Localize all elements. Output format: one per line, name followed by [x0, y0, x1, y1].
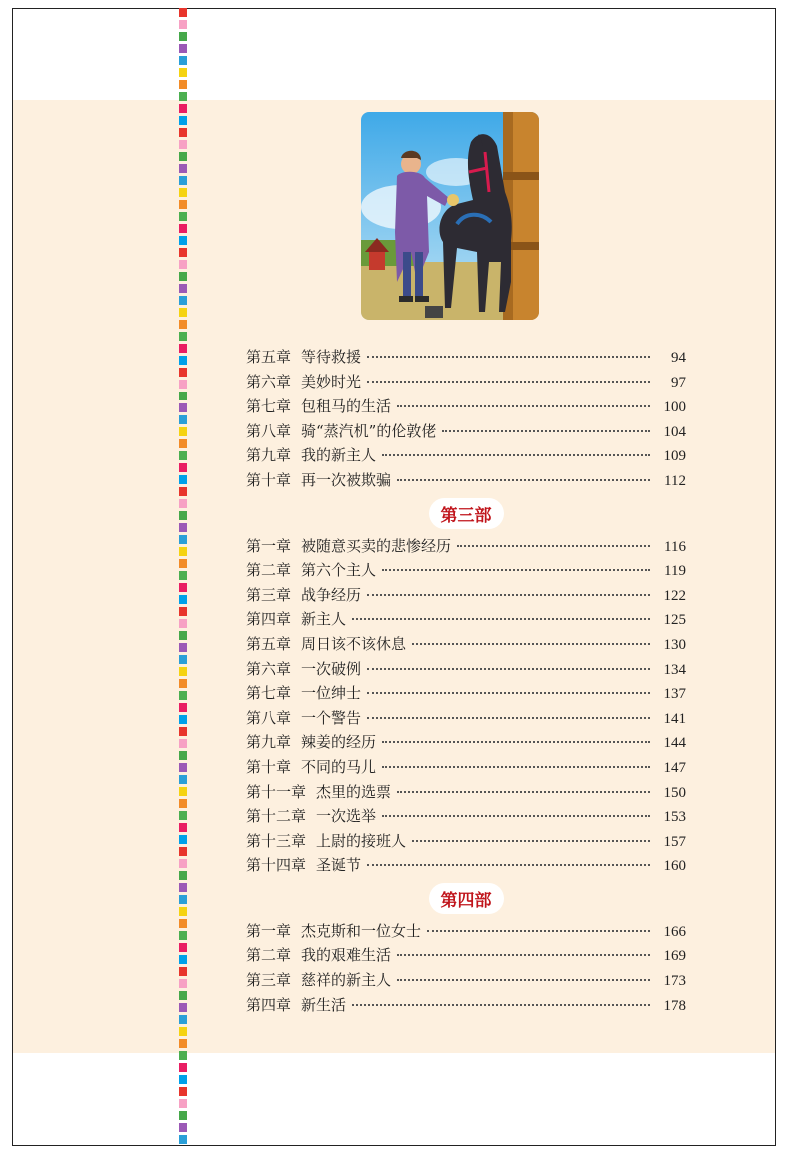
chapter-number: 第七章	[246, 684, 292, 703]
part-heading	[246, 882, 686, 916]
dot-leader	[367, 352, 650, 358]
page-number: 97	[671, 374, 686, 391]
chapter-title: 第六个主人	[301, 561, 377, 580]
chapter-title: 辣姜的经历	[301, 733, 377, 752]
dot-leader	[397, 475, 650, 481]
decorative-color-strip	[179, 8, 187, 1146]
dot-leader	[397, 787, 650, 793]
dot-leader	[412, 639, 650, 645]
ribbon-segment	[179, 691, 187, 700]
ribbon-segment	[179, 907, 187, 916]
dot-leader	[367, 377, 650, 383]
ribbon-segment	[179, 1003, 187, 1012]
ribbon-segment	[179, 284, 187, 293]
ribbon-segment	[179, 152, 187, 161]
ribbon-segment	[179, 1111, 187, 1120]
chapter-title: 战争经历	[301, 585, 362, 604]
ribbon-segment	[179, 883, 187, 892]
dot-leader	[457, 541, 650, 547]
ribbon-segment	[179, 895, 187, 904]
ribbon-segment	[179, 1063, 187, 1072]
chapter-illustration	[361, 112, 539, 320]
chapter-title: 我的艰难生活	[301, 946, 392, 965]
toc-entry[interactable]	[246, 658, 686, 683]
ribbon-segment	[179, 811, 187, 820]
ribbon-segment	[179, 991, 187, 1000]
chapter-number: 第四章	[246, 995, 292, 1014]
ribbon-segment	[179, 104, 187, 113]
chapter-number: 第三章	[246, 585, 292, 604]
dot-leader	[367, 688, 650, 694]
toc-entry[interactable]	[246, 371, 686, 396]
chapter-title: 美妙时光	[301, 372, 362, 391]
ribbon-segment	[179, 8, 187, 17]
ribbon-segment	[179, 655, 187, 664]
ribbon-segment	[179, 320, 187, 329]
toc-entry[interactable]	[246, 633, 686, 658]
chapter-title: 新生活	[301, 995, 347, 1014]
dot-leader	[352, 614, 650, 620]
page-number: 178	[663, 997, 686, 1014]
ribbon-segment	[179, 200, 187, 209]
ribbon-segment	[179, 931, 187, 940]
chapter-number: 第二章	[246, 946, 292, 965]
ribbon-segment	[179, 296, 187, 305]
ribbon-segment	[179, 787, 187, 796]
toc-entry[interactable]	[246, 535, 686, 560]
toc-entry[interactable]	[246, 444, 686, 469]
toc-entry[interactable]	[246, 756, 686, 781]
chapter-number: 第八章	[246, 708, 292, 727]
dot-leader	[382, 811, 650, 817]
ribbon-segment	[179, 403, 187, 412]
toc-entry[interactable]	[246, 920, 686, 945]
toc-entry[interactable]	[246, 682, 686, 707]
chapter-number: 第十章	[246, 757, 292, 776]
page-number: 153	[663, 809, 686, 826]
page-number: 116	[664, 538, 686, 555]
ribbon-segment	[179, 260, 187, 269]
ribbon-segment	[179, 68, 187, 77]
ribbon-segment	[179, 823, 187, 832]
ribbon-segment	[179, 392, 187, 401]
page-number: 109	[663, 448, 686, 465]
ribbon-segment	[179, 1135, 187, 1144]
toc-entry[interactable]	[246, 420, 686, 445]
dot-leader	[442, 426, 650, 432]
ribbon-segment	[179, 1039, 187, 1048]
page-number: 134	[663, 661, 686, 678]
ribbon-segment	[179, 847, 187, 856]
chapter-title: 骑“蒸汽机”的伦敦佬	[301, 421, 437, 440]
dot-leader	[397, 950, 650, 956]
dot-leader	[397, 975, 650, 981]
toc-entry[interactable]	[246, 584, 686, 609]
ribbon-segment	[179, 535, 187, 544]
ribbon-segment	[179, 1015, 187, 1024]
page-number: 144	[663, 735, 686, 752]
ribbon-segment	[179, 835, 187, 844]
ribbon-segment	[179, 619, 187, 628]
chapter-title: 周日该不该休息	[301, 634, 407, 653]
chapter-title: 我的新主人	[301, 446, 377, 465]
ribbon-segment	[179, 224, 187, 233]
dot-leader	[427, 926, 650, 932]
ribbon-segment	[179, 188, 187, 197]
page-number: 100	[663, 399, 686, 416]
chapter-title: 不同的马儿	[301, 757, 377, 776]
chapter-number: 第九章	[246, 733, 292, 752]
chapter-number: 第六章	[246, 372, 292, 391]
ribbon-segment	[179, 308, 187, 317]
ribbon-segment	[179, 332, 187, 341]
ribbon-segment	[179, 272, 187, 281]
chapter-title: 圣诞节	[316, 856, 362, 875]
ribbon-segment	[179, 727, 187, 736]
chapter-title: 一次破例	[301, 659, 362, 678]
page-number: 157	[663, 833, 686, 850]
chapter-number: 第八章	[246, 421, 292, 440]
chapter-number: 第五章	[246, 634, 292, 653]
chapter-title: 一个警告	[301, 708, 362, 727]
ribbon-segment	[179, 475, 187, 484]
dot-leader	[382, 450, 650, 456]
chapter-title: 一次选举	[316, 807, 377, 826]
ribbon-segment	[179, 583, 187, 592]
page-number: 147	[663, 759, 686, 776]
chapter-number: 第七章	[246, 397, 292, 416]
ribbon-segment	[179, 955, 187, 964]
toc-entry[interactable]	[246, 346, 686, 371]
ribbon-segment	[179, 44, 187, 53]
ribbon-segment	[179, 499, 187, 508]
chapter-number: 第十一章	[246, 782, 307, 801]
chapter-number: 第四章	[246, 610, 292, 629]
ribbon-segment	[179, 1075, 187, 1084]
chapter-title: 新主人	[301, 610, 347, 629]
dot-leader	[352, 1000, 650, 1006]
ribbon-segment	[179, 763, 187, 772]
page-number: 173	[663, 973, 686, 990]
ribbon-segment	[179, 799, 187, 808]
ribbon-segment	[179, 703, 187, 712]
page-number: 137	[663, 686, 686, 703]
chapter-number: 第十三章	[246, 831, 307, 850]
ribbon-segment	[179, 1087, 187, 1096]
ribbon-segment	[179, 1027, 187, 1036]
ribbon-segment	[179, 607, 187, 616]
ribbon-segment	[179, 595, 187, 604]
ribbon-segment	[179, 943, 187, 952]
dot-leader	[382, 762, 650, 768]
ribbon-segment	[179, 667, 187, 676]
dot-leader	[397, 401, 650, 407]
ribbon-segment	[179, 415, 187, 424]
ribbon-segment	[179, 1099, 187, 1108]
chapter-title: 杰里的选票	[316, 782, 392, 801]
ribbon-segment	[179, 559, 187, 568]
ribbon-segment	[179, 523, 187, 532]
ribbon-segment	[179, 715, 187, 724]
ribbon-segment	[179, 20, 187, 29]
chapter-number: 第十二章	[246, 807, 307, 826]
ribbon-segment	[179, 176, 187, 185]
ribbon-segment	[179, 571, 187, 580]
toc-entry[interactable]	[246, 559, 686, 584]
ribbon-segment	[179, 919, 187, 928]
page-number: 104	[663, 423, 686, 440]
ribbon-segment	[179, 380, 187, 389]
chapter-title: 再一次被欺骗	[301, 470, 392, 489]
page-number: 94	[671, 350, 686, 366]
page-number: 166	[663, 923, 686, 940]
ribbon-segment	[179, 775, 187, 784]
toc-entry[interactable]	[246, 608, 686, 633]
ribbon-segment	[179, 116, 187, 125]
chapter-number: 第三章	[246, 971, 292, 990]
page-number: 150	[663, 784, 686, 801]
chapter-number: 第十章	[246, 470, 292, 489]
ribbon-segment	[179, 871, 187, 880]
page-number: 130	[663, 636, 686, 653]
page-number: 169	[663, 948, 686, 965]
toc-entry[interactable]	[246, 969, 686, 994]
dot-leader	[382, 737, 650, 743]
ribbon-segment	[179, 859, 187, 868]
chapter-title: 被随意买卖的悲惨经历	[301, 536, 452, 555]
ribbon-segment	[179, 1123, 187, 1132]
dot-leader	[382, 565, 650, 571]
page-number: 112	[664, 472, 686, 489]
ribbon-segment	[179, 368, 187, 377]
toc-entry[interactable]	[246, 944, 686, 969]
ribbon-segment	[179, 128, 187, 137]
ribbon-segment	[179, 80, 187, 89]
chapter-title: 杰克斯和一位女士	[301, 921, 422, 940]
chapter-number: 第六章	[246, 659, 292, 678]
chapter-number: 第九章	[246, 446, 292, 465]
page-number: 122	[663, 587, 686, 604]
toc-entry[interactable]	[246, 731, 686, 756]
page-number: 160	[663, 858, 686, 875]
ribbon-segment	[179, 32, 187, 41]
ribbon-segment	[179, 631, 187, 640]
ribbon-segment	[179, 356, 187, 365]
dot-leader	[412, 836, 650, 842]
ribbon-segment	[179, 56, 187, 65]
ribbon-segment	[179, 679, 187, 688]
table-of-contents	[246, 346, 686, 1018]
chapter-number: 第一章	[246, 921, 292, 940]
ribbon-segment	[179, 427, 187, 436]
chapter-number: 第十四章	[246, 856, 307, 875]
page-number: 125	[663, 612, 686, 629]
horse-groom-illustration	[361, 112, 539, 320]
chapter-number: 第五章	[246, 348, 292, 366]
ribbon-segment	[179, 344, 187, 353]
ribbon-segment	[179, 967, 187, 976]
ribbon-segment	[179, 739, 187, 748]
chapter-title: 等待救援	[301, 348, 362, 366]
dot-leader	[367, 713, 650, 719]
part-title: 第四部	[429, 883, 504, 914]
dot-leader	[367, 590, 650, 596]
ribbon-segment	[179, 236, 187, 245]
chapter-title: 一位绅士	[301, 684, 362, 703]
ribbon-segment	[179, 751, 187, 760]
toc-entry[interactable]	[246, 854, 686, 879]
toc-entry[interactable]	[246, 781, 686, 806]
ribbon-segment	[179, 140, 187, 149]
ribbon-segment	[179, 164, 187, 173]
ribbon-segment	[179, 212, 187, 221]
ribbon-segment	[179, 979, 187, 988]
toc-entry[interactable]	[246, 994, 686, 1019]
ribbon-segment	[179, 511, 187, 520]
ribbon-segment	[179, 643, 187, 652]
ribbon-segment	[179, 463, 187, 472]
part-title: 第三部	[429, 498, 504, 529]
ribbon-segment	[179, 439, 187, 448]
ribbon-segment	[179, 451, 187, 460]
toc-entry[interactable]	[246, 469, 686, 494]
ribbon-segment	[179, 1051, 187, 1060]
page-number: 141	[663, 710, 686, 727]
dot-leader	[367, 664, 650, 670]
dot-leader	[367, 860, 650, 866]
chapter-number: 第二章	[246, 561, 292, 580]
chapter-title: 包租马的生活	[301, 397, 392, 416]
ribbon-segment	[179, 547, 187, 556]
toc-entry[interactable]	[246, 707, 686, 732]
part-heading	[246, 497, 686, 531]
toc-entry[interactable]	[246, 805, 686, 830]
chapter-title: 上尉的接班人	[316, 831, 407, 850]
toc-entry[interactable]	[246, 395, 686, 420]
ribbon-segment	[179, 248, 187, 257]
chapter-number: 第一章	[246, 536, 292, 555]
page-number: 119	[664, 563, 686, 580]
ribbon-segment	[179, 92, 187, 101]
toc-entry[interactable]	[246, 830, 686, 855]
ribbon-segment	[179, 487, 187, 496]
chapter-title: 慈祥的新主人	[301, 971, 392, 990]
